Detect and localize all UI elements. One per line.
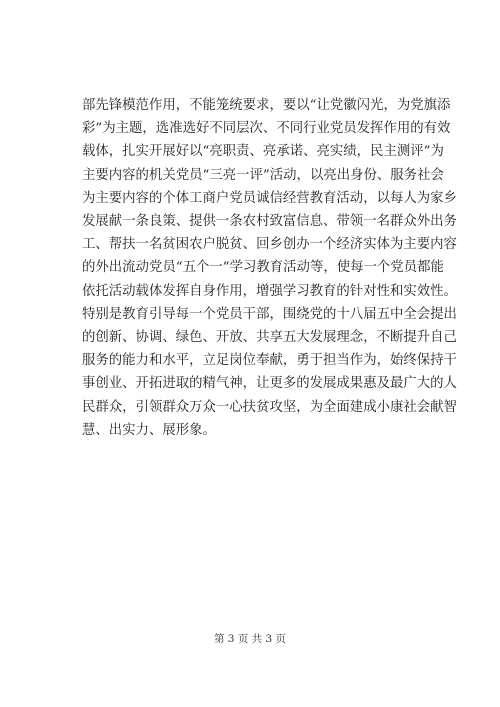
text-line: 民群众，引领群众万众一心扶贫攻坚，为全面建成小康社会献智 xyxy=(82,399,457,415)
text-line: 主要内容的机关党员“三亮一评”活动，以亮出身份、服务社会 xyxy=(82,167,444,183)
text-line: 部先锋模范作用，不能笼统要求，要以“让党徽闪光，为党旗添 xyxy=(82,98,451,113)
text-line: 依托活动载体发挥自身作用，增强学习教育的针对性和实效性。 xyxy=(82,283,457,299)
text-line: 特别是教育引导每一个党员干部，围绕党的十八届五中全会提出 xyxy=(82,306,457,322)
body-paragraph xyxy=(82,94,457,442)
page-number-footer: 第 3 页 共 3 页 xyxy=(213,633,287,645)
text-line: 载体，扎实开展好以“亮职责、亮承诺、亮实绩，民主测评”为 xyxy=(82,144,444,160)
text-line: 慧、出实力、展形象。 xyxy=(82,422,216,438)
text-line: 的创新、协调、绿色、开放、共享五大发展理念，不断提升自己 xyxy=(82,330,457,346)
text-line: 的外出流动党员“五个一”学习教育活动等，使每一个党员都能 xyxy=(82,260,444,276)
text-line: 工、帮扶一名贫困农户脱贫、回乡创办一个经济实体为主要内容 xyxy=(82,237,457,253)
text-line: 服务的能力和水平，立足岗位奉献，勇于担当作为，始终保持干 xyxy=(82,353,457,369)
text-line: 发展献一条良策、提供一条农村致富信息、带领一名群众外出务 xyxy=(82,214,457,230)
text-line: 事创业、开拓进取的精气神，让更多的发展成果惠及最广大的人 xyxy=(82,376,457,392)
text-line: 彩”为主题，选准选好不同层次、不同行业党员发挥作用的有效 xyxy=(82,121,451,137)
text-line: 为主要内容的个体工商户党员诚信经营教育活动，以每人为家乡 xyxy=(82,190,457,206)
